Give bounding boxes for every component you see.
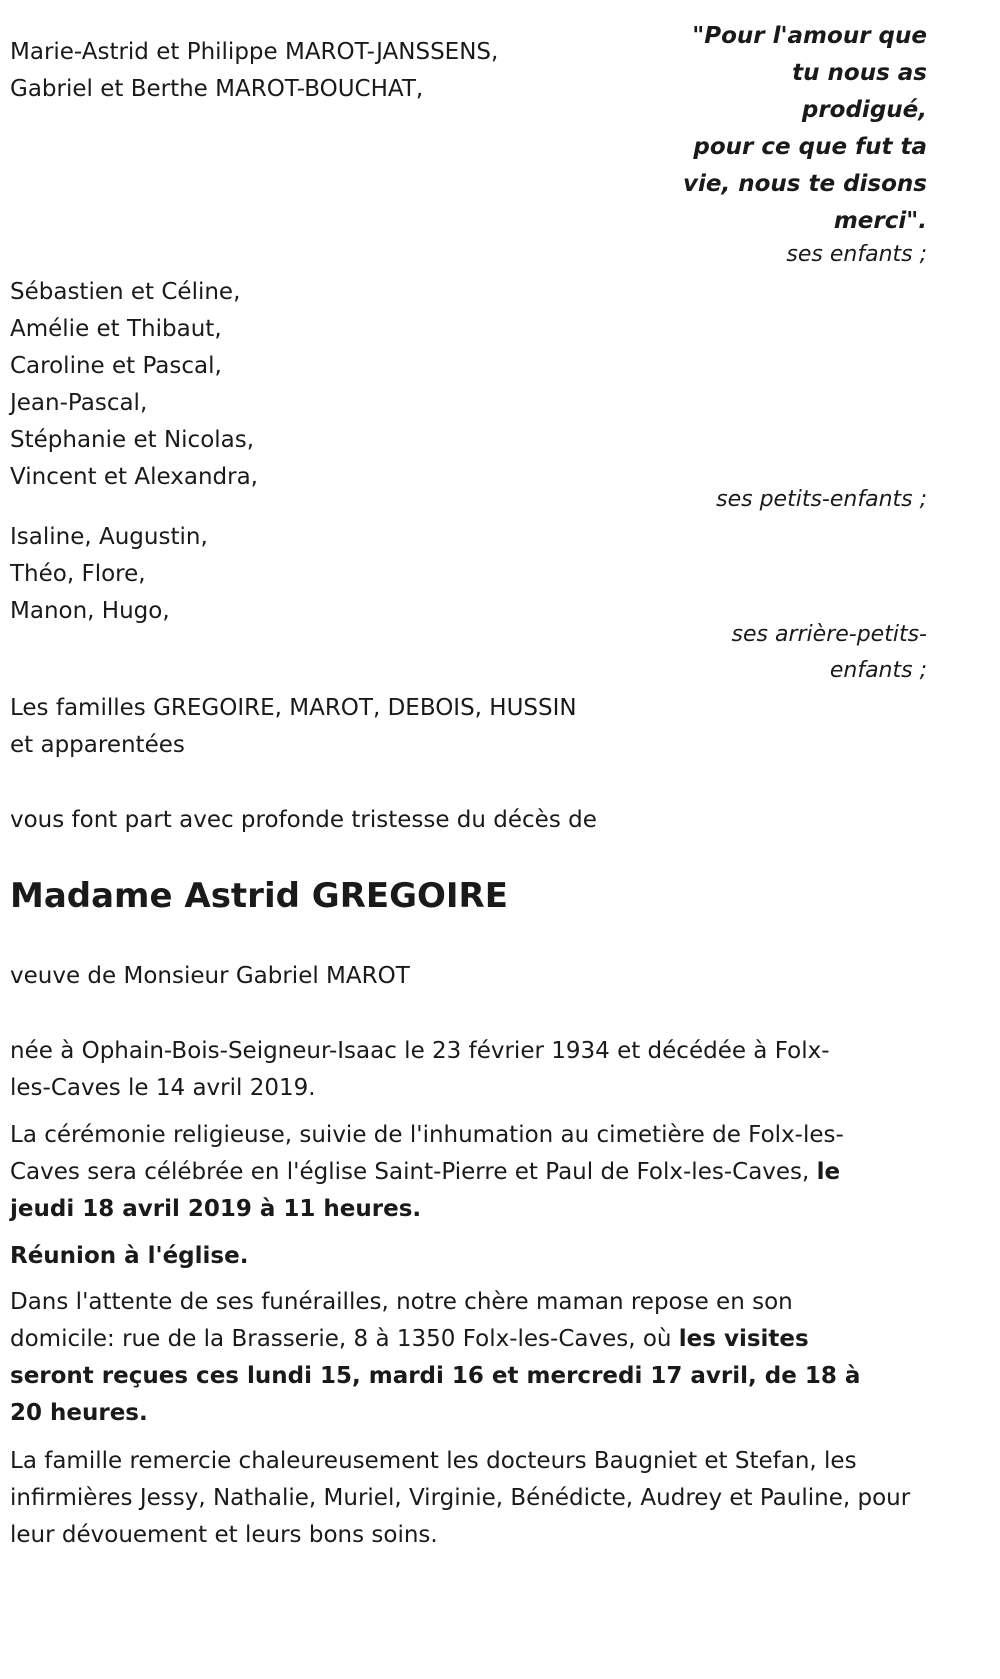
list-item: Isaline, Augustin,: [10, 524, 208, 550]
ceremony-body: La cérémonie religieuse, suivie de l'inhumation au cimetière de Folx-les-Caves sera célébrée en l'église Saint-Pierre et Paul de Folx-les-Caves,: [10, 1122, 844, 1185]
list-item: Amélie et Thibaut,: [10, 316, 222, 342]
list-item: Marie-Astrid et Philippe MAROT-JANSSENS,: [10, 39, 499, 65]
relation-grandchildren: ses petits-enfants ;: [716, 487, 927, 512]
deceased-name: Madame Astrid GREGOIRE: [10, 876, 508, 916]
list-item: Jean-Pascal,: [10, 390, 148, 416]
quote-line: pour ce que fut ta: [693, 134, 927, 160]
meeting-text: Réunion à l'église.: [10, 1243, 249, 1269]
quote-line: prodigué,: [801, 97, 927, 123]
ceremony-text: [10, 1117, 900, 1228]
birth-death-text: née à Ophain-Bois-Seigneur-Isaac le 23 février 1934 et décédée à Folx-les-Caves le 14 avril 2019.: [10, 1038, 830, 1101]
list-item: Gabriel et Berthe MAROT-BOUCHAT,: [10, 76, 424, 102]
quote-line: "Pour l'amour que: [692, 23, 927, 49]
quote-line: merci".: [833, 208, 927, 234]
thanks-text: La famille remercie chaleureusement les docteurs Baugniet et Stefan, les infirmières Jessy, Nathalie, Muriel, Virginie, Bénédicte, Audrey et Pauline, pour leur dévouement et leurs bons soins.: [10, 1448, 911, 1548]
list-item: Manon, Hugo,: [10, 598, 170, 624]
visits-body: Dans l'attente de ses funérailles, notre chère maman repose en son domicile: rue de la Brasserie, 8 à 1350 Folx-les-Caves, où: [10, 1289, 793, 1352]
relation-line: enfants ;: [829, 658, 927, 683]
announcement-text: vous font part avec profonde tristesse du décès de: [10, 807, 597, 833]
great-grandchildren-list: [10, 519, 208, 630]
visits-schedule: les visites seront reçues ces lundi 15, mardi 16 et mercredi 17 avril, de 18 à 20 heures.: [10, 1326, 861, 1426]
visits-text: [10, 1284, 890, 1432]
list-item: Caroline et Pascal,: [10, 353, 222, 379]
list-item: Vincent et Alexandra,: [10, 464, 258, 490]
list-item: Stéphanie et Nicolas,: [10, 427, 255, 453]
quote-line: tu nous as: [792, 60, 927, 86]
list-item: Théo, Flore,: [10, 561, 146, 587]
widow-of-text: veuve de Monsieur Gabriel MAROT: [10, 963, 410, 989]
children-list: [10, 34, 498, 108]
relation-line: ses arrière-petits-: [731, 622, 927, 647]
families-line: et apparentées: [10, 732, 185, 758]
ceremony-date: le jeudi 18 avril 2019 à 11 heures.: [10, 1159, 841, 1222]
grandchildren-list: [10, 274, 258, 496]
list-item: Sébastien et Céline,: [10, 279, 241, 305]
epigraph-quote: [677, 18, 927, 240]
quote-line: vie, nous te disons: [683, 171, 927, 197]
relation-children: ses enfants ;: [786, 242, 927, 267]
families-text: [10, 690, 577, 764]
relation-great-grandchildren: [732, 617, 927, 689]
families-line: Les familles GREGOIRE, MAROT, DEBOIS, HUSSIN: [10, 695, 577, 721]
